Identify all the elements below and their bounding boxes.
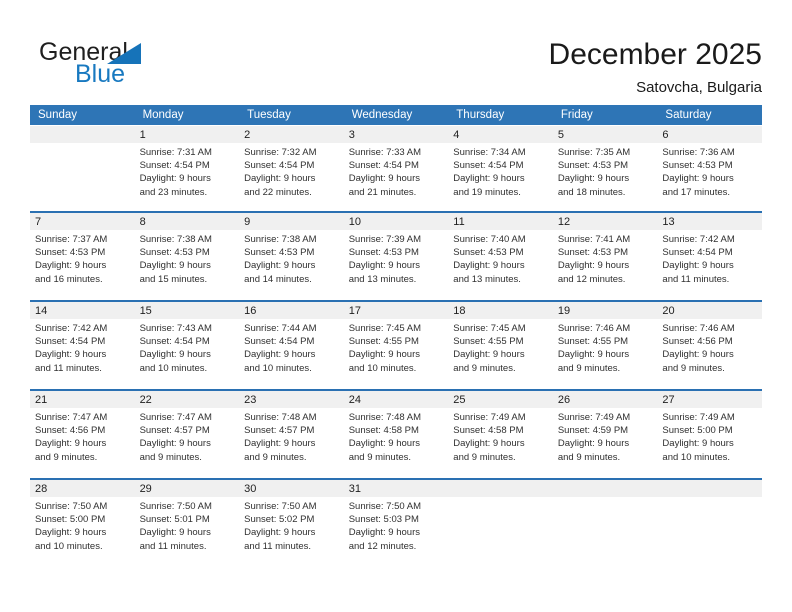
daylight-text: Daylight: 9 hours	[348, 527, 420, 539]
day-details	[657, 230, 762, 286]
day-number-23: 23	[239, 391, 344, 408]
daylight-text: and 11 minutes.	[139, 540, 207, 552]
day-number-empty	[657, 480, 762, 497]
daylight-text: Daylight: 9 hours	[244, 527, 316, 539]
sunrise-text: Sunrise: 7:39 AM	[348, 234, 422, 245]
weekday-header-sunday: Sunday	[38, 109, 78, 121]
daylight-text: and 9 minutes.	[139, 451, 202, 463]
day-cell-18	[448, 302, 553, 389]
daylight-text: and 9 minutes.	[348, 451, 412, 463]
day-details	[553, 408, 658, 464]
day-details	[344, 497, 449, 553]
day-number-9: 9	[239, 213, 344, 230]
sunrise-text: Sunrise: 7:35 AM	[557, 147, 631, 158]
sunrise-text: Sunrise: 7:44 AM	[244, 323, 317, 334]
day-details	[344, 143, 449, 199]
day-cell-10	[344, 213, 449, 300]
day-details	[30, 143, 135, 146]
day-number-7: 7	[30, 213, 135, 230]
calendar-table	[30, 105, 762, 567]
daylight-text: and 13 minutes.	[348, 273, 417, 285]
day-cell-11	[448, 213, 553, 300]
day-details	[135, 143, 240, 199]
weekday-header-thursday: Thursday	[456, 109, 505, 121]
day-number-empty	[448, 480, 553, 497]
day-cell-13	[657, 213, 762, 300]
day-number-4: 4	[448, 126, 553, 143]
day-details	[135, 319, 240, 375]
sunrise-text: Sunrise: 7:34 AM	[453, 147, 526, 158]
daylight-text: and 14 minutes.	[244, 273, 312, 285]
sunrise-text: Sunrise: 7:50 AM	[348, 501, 422, 512]
daylight-text: and 9 minutes.	[453, 362, 516, 374]
weekday-header-row	[30, 105, 762, 125]
day-cell-15	[135, 302, 240, 389]
day-details	[448, 143, 553, 199]
daylight-text: and 21 minutes.	[348, 186, 417, 198]
day-cell-4	[448, 126, 553, 211]
daylight-text: Daylight: 9 hours	[453, 438, 525, 450]
day-cell-24	[344, 391, 449, 478]
daylight-text: and 10 minutes.	[244, 362, 312, 374]
day-number-10: 10	[344, 213, 449, 230]
sunrise-text: Sunrise: 7:50 AM	[139, 501, 212, 512]
sunset-text: Sunset: 4:56 PM	[662, 336, 733, 348]
day-cell-5	[553, 126, 658, 211]
weekday-header-friday: Friday	[560, 109, 593, 121]
daylight-text: and 23 minutes.	[139, 186, 208, 198]
sunset-text: Sunset: 5:03 PM	[348, 514, 419, 526]
day-number-25: 25	[448, 391, 553, 408]
day-details	[30, 230, 135, 286]
sunset-text: Sunset: 4:53 PM	[557, 247, 629, 259]
day-number-27: 27	[657, 391, 762, 408]
daylight-text: and 9 minutes.	[453, 451, 516, 463]
day-number-empty	[553, 480, 658, 497]
sunrise-text: Sunrise: 7:49 AM	[453, 412, 526, 423]
day-cell-21	[30, 391, 135, 478]
sunrise-text: Sunrise: 7:32 AM	[244, 147, 317, 158]
calendar-grid	[30, 125, 762, 567]
daylight-text: and 13 minutes.	[453, 273, 521, 285]
day-number-3: 3	[344, 126, 449, 143]
sunset-text: Sunset: 4:53 PM	[244, 247, 315, 259]
day-number-empty	[30, 126, 135, 143]
week-row-3	[30, 300, 762, 389]
sunrise-text: Sunrise: 7:47 AM	[35, 412, 108, 423]
day-number-16: 16	[239, 302, 344, 319]
daylight-text: and 10 minutes.	[348, 362, 417, 374]
daylight-text: and 9 minutes.	[244, 451, 307, 463]
day-number-5: 5	[553, 126, 658, 143]
daylight-text: Daylight: 9 hours	[557, 438, 630, 450]
logo-text-blue: Blue	[75, 60, 126, 88]
sunset-text: Sunset: 4:53 PM	[35, 247, 106, 259]
day-number-6: 6	[657, 126, 762, 143]
day-number-31: 31	[344, 480, 449, 497]
daylight-text: and 12 minutes.	[348, 540, 417, 552]
sunrise-text: Sunrise: 7:48 AM	[348, 412, 422, 423]
logo-text-general: General	[39, 38, 128, 66]
sunset-text: Sunset: 5:01 PM	[139, 514, 210, 526]
day-number-21: 21	[30, 391, 135, 408]
day-cell-empty	[30, 126, 135, 211]
day-cell-22	[135, 391, 240, 478]
day-cell-12	[553, 213, 658, 300]
day-cell-23	[239, 391, 344, 478]
day-number-8: 8	[135, 213, 240, 230]
daylight-text: Daylight: 9 hours	[453, 173, 525, 185]
day-details	[344, 319, 449, 375]
daylight-text: Daylight: 9 hours	[35, 349, 107, 361]
daylight-text: Daylight: 9 hours	[244, 173, 316, 185]
day-cell-16	[239, 302, 344, 389]
sunset-text: Sunset: 5:00 PM	[662, 425, 733, 437]
day-details	[344, 230, 449, 286]
sunrise-text: Sunrise: 7:33 AM	[348, 147, 422, 158]
day-details	[553, 319, 658, 375]
day-details	[553, 143, 658, 199]
daylight-text: Daylight: 9 hours	[348, 173, 420, 185]
sunset-text: Sunset: 4:54 PM	[35, 336, 106, 348]
day-details	[553, 497, 658, 500]
daylight-text: Daylight: 9 hours	[244, 349, 316, 361]
day-cell-26	[553, 391, 658, 478]
daylight-text: and 11 minutes.	[244, 540, 312, 552]
sunset-text: Sunset: 4:55 PM	[453, 336, 524, 348]
sunrise-text: Sunrise: 7:41 AM	[557, 234, 631, 245]
day-number-2: 2	[239, 126, 344, 143]
sunset-text: Sunset: 4:57 PM	[139, 425, 210, 437]
day-cell-3	[344, 126, 449, 211]
sunset-text: Sunset: 4:59 PM	[557, 425, 629, 437]
daylight-text: Daylight: 9 hours	[453, 260, 525, 272]
day-details	[239, 319, 344, 375]
daylight-text: and 22 minutes.	[244, 186, 312, 198]
sunrise-text: Sunrise: 7:45 AM	[453, 323, 526, 334]
sunset-text: Sunset: 4:58 PM	[453, 425, 524, 437]
daylight-text: Daylight: 9 hours	[662, 173, 734, 185]
sunrise-text: Sunrise: 7:50 AM	[244, 501, 317, 512]
sunrise-text: Sunrise: 7:49 AM	[557, 412, 631, 423]
daylight-text: Daylight: 9 hours	[662, 438, 734, 450]
daylight-text: Daylight: 9 hours	[139, 173, 211, 185]
weekday-header-tuesday: Tuesday	[247, 109, 291, 121]
daylight-text: Daylight: 9 hours	[35, 260, 107, 272]
sunrise-text: Sunrise: 7:36 AM	[662, 147, 735, 158]
daylight-text: Daylight: 9 hours	[557, 173, 630, 185]
day-cell-30	[239, 480, 344, 567]
day-details	[239, 497, 344, 553]
day-details	[239, 408, 344, 464]
daylight-text: and 16 minutes.	[35, 273, 103, 285]
day-number-15: 15	[135, 302, 240, 319]
day-details	[239, 230, 344, 286]
day-number-29: 29	[135, 480, 240, 497]
day-number-13: 13	[657, 213, 762, 230]
day-number-22: 22	[135, 391, 240, 408]
daylight-text: and 12 minutes.	[557, 273, 626, 285]
day-details	[30, 319, 135, 375]
day-cell-25	[448, 391, 553, 478]
day-number-12: 12	[553, 213, 658, 230]
day-cell-31	[344, 480, 449, 567]
day-details	[135, 497, 240, 553]
day-number-18: 18	[448, 302, 553, 319]
daylight-text: Daylight: 9 hours	[348, 260, 420, 272]
daylight-text: Daylight: 9 hours	[139, 260, 211, 272]
daylight-text: Daylight: 9 hours	[557, 260, 630, 272]
daylight-text: Daylight: 9 hours	[348, 438, 420, 450]
day-number-20: 20	[657, 302, 762, 319]
day-cell-28	[30, 480, 135, 567]
weekday-header-wednesday: Wednesday	[351, 109, 413, 121]
day-details	[448, 408, 553, 464]
day-number-1: 1	[135, 126, 240, 143]
sunrise-text: Sunrise: 7:42 AM	[35, 323, 108, 334]
day-cell-29	[135, 480, 240, 567]
day-number-11: 11	[448, 213, 553, 230]
sunrise-text: Sunrise: 7:40 AM	[453, 234, 526, 245]
daylight-text: Daylight: 9 hours	[139, 349, 211, 361]
day-cell-14	[30, 302, 135, 389]
weekday-header-monday: Monday	[142, 109, 184, 121]
day-number-26: 26	[553, 391, 658, 408]
sunset-text: Sunset: 4:58 PM	[348, 425, 419, 437]
day-cell-empty	[553, 480, 658, 567]
daylight-text: and 17 minutes.	[662, 186, 731, 198]
day-cell-2	[239, 126, 344, 211]
sunrise-text: Sunrise: 7:38 AM	[139, 234, 212, 245]
daylight-text: and 18 minutes.	[557, 186, 626, 198]
day-details	[448, 319, 553, 375]
sunrise-text: Sunrise: 7:42 AM	[662, 234, 735, 245]
sunset-text: Sunset: 4:55 PM	[557, 336, 629, 348]
daylight-text: and 9 minutes.	[35, 451, 98, 463]
sunset-text: Sunset: 4:54 PM	[139, 336, 210, 348]
sunset-text: Sunset: 4:55 PM	[348, 336, 419, 348]
sunrise-text: Sunrise: 7:49 AM	[662, 412, 735, 423]
daylight-text: Daylight: 9 hours	[139, 438, 211, 450]
daylight-text: Daylight: 9 hours	[557, 349, 630, 361]
sunrise-text: Sunrise: 7:45 AM	[348, 323, 422, 334]
daylight-text: Daylight: 9 hours	[35, 527, 107, 539]
sunset-text: Sunset: 4:56 PM	[35, 425, 106, 437]
sunset-text: Sunset: 4:54 PM	[244, 336, 315, 348]
day-details	[239, 143, 344, 199]
day-cell-empty	[657, 480, 762, 567]
day-cell-27	[657, 391, 762, 478]
day-number-14: 14	[30, 302, 135, 319]
day-details	[553, 230, 658, 286]
daylight-text: Daylight: 9 hours	[244, 260, 316, 272]
daylight-text: Daylight: 9 hours	[139, 527, 211, 539]
sunset-text: Sunset: 4:53 PM	[453, 247, 524, 259]
week-row-4	[30, 389, 762, 478]
day-details	[448, 230, 553, 286]
sunrise-text: Sunrise: 7:50 AM	[35, 501, 108, 512]
sunrise-text: Sunrise: 7:38 AM	[244, 234, 317, 245]
sunset-text: Sunset: 5:00 PM	[35, 514, 106, 526]
daylight-text: Daylight: 9 hours	[348, 349, 420, 361]
sunrise-text: Sunrise: 7:46 AM	[557, 323, 631, 334]
day-details	[344, 408, 449, 464]
sunset-text: Sunset: 4:53 PM	[662, 160, 733, 172]
sunset-text: Sunset: 4:54 PM	[348, 160, 419, 172]
daylight-text: Daylight: 9 hours	[244, 438, 316, 450]
sunset-text: Sunset: 4:53 PM	[139, 247, 210, 259]
day-details	[30, 408, 135, 464]
sunrise-text: Sunrise: 7:43 AM	[139, 323, 212, 334]
sunset-text: Sunset: 5:02 PM	[244, 514, 315, 526]
sunset-text: Sunset: 4:57 PM	[244, 425, 315, 437]
day-cell-1	[135, 126, 240, 211]
day-cell-20	[657, 302, 762, 389]
day-details	[30, 497, 135, 553]
sunrise-text: Sunrise: 7:31 AM	[139, 147, 212, 158]
sunset-text: Sunset: 4:54 PM	[453, 160, 524, 172]
daylight-text: Daylight: 9 hours	[35, 438, 107, 450]
daylight-text: and 11 minutes.	[662, 273, 730, 285]
sunset-text: Sunset: 4:54 PM	[244, 160, 315, 172]
day-details	[657, 319, 762, 375]
day-details	[657, 497, 762, 500]
page-subtitle: Satovcha, Bulgaria	[636, 79, 762, 96]
daylight-text: and 10 minutes.	[35, 540, 103, 552]
daylight-text: and 9 minutes.	[557, 451, 621, 463]
daylight-text: and 10 minutes.	[139, 362, 208, 374]
day-number-28: 28	[30, 480, 135, 497]
daylight-text: and 10 minutes.	[662, 451, 731, 463]
day-details	[135, 230, 240, 286]
sunrise-text: Sunrise: 7:37 AM	[35, 234, 108, 245]
day-cell-9	[239, 213, 344, 300]
sunset-text: Sunset: 4:54 PM	[139, 160, 210, 172]
day-details	[135, 408, 240, 464]
sunrise-text: Sunrise: 7:47 AM	[139, 412, 212, 423]
day-cell-8	[135, 213, 240, 300]
day-number-19: 19	[553, 302, 658, 319]
general-blue-logo	[39, 40, 179, 90]
day-cell-6	[657, 126, 762, 211]
week-row-5	[30, 478, 762, 567]
day-details	[657, 143, 762, 199]
daylight-text: and 19 minutes.	[453, 186, 521, 198]
day-number-30: 30	[239, 480, 344, 497]
week-row-2	[30, 211, 762, 300]
daylight-text: and 11 minutes.	[35, 362, 102, 374]
day-cell-19	[553, 302, 658, 389]
day-cell-7	[30, 213, 135, 300]
sunrise-text: Sunrise: 7:46 AM	[662, 323, 735, 334]
sunset-text: Sunset: 4:54 PM	[662, 247, 733, 259]
day-details	[657, 408, 762, 464]
daylight-text: and 9 minutes.	[557, 362, 621, 374]
day-number-24: 24	[344, 391, 449, 408]
weekday-header-saturday: Saturday	[665, 109, 712, 121]
daylight-text: Daylight: 9 hours	[453, 349, 525, 361]
day-cell-17	[344, 302, 449, 389]
sunrise-text: Sunrise: 7:48 AM	[244, 412, 317, 423]
page-title: December 2025	[548, 38, 762, 71]
daylight-text: and 15 minutes.	[139, 273, 208, 285]
day-details	[448, 497, 553, 500]
sunset-text: Sunset: 4:53 PM	[348, 247, 419, 259]
week-row-1	[30, 125, 762, 211]
day-cell-empty	[448, 480, 553, 567]
daylight-text: Daylight: 9 hours	[662, 349, 734, 361]
daylight-text: Daylight: 9 hours	[662, 260, 734, 272]
daylight-text: and 9 minutes.	[662, 362, 725, 374]
sunset-text: Sunset: 4:53 PM	[557, 160, 629, 172]
day-number-17: 17	[344, 302, 449, 319]
